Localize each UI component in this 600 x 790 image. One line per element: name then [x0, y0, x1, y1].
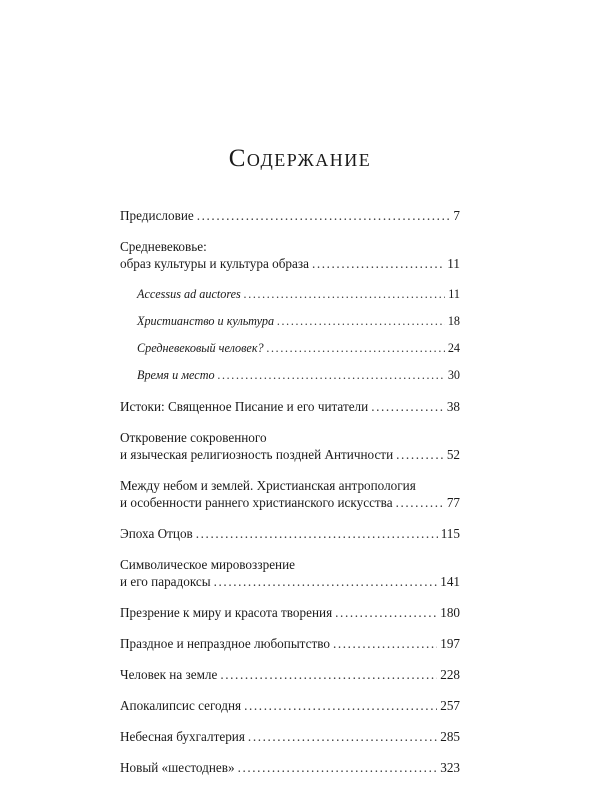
dot-leader	[197, 207, 451, 224]
toc-entry-title: Праздное и непраздное любопытство	[120, 636, 330, 651]
toc-entry[interactable]	[120, 604, 460, 621]
toc-subentry-title: Время и место	[137, 368, 215, 382]
toc-page-number: 323	[440, 760, 460, 775]
toc-page-number: 141	[440, 574, 460, 589]
toc-subentry-title: Христианство и культура	[137, 314, 275, 328]
toc-entry-title: Презрение к миру и красота творения	[120, 605, 333, 620]
dot-leader	[244, 697, 437, 714]
toc-entry-title: и его парадоксы	[120, 574, 211, 589]
toc-entry[interactable]	[120, 728, 460, 745]
toc-subentry[interactable]	[120, 340, 460, 357]
dot-leader	[335, 604, 437, 621]
toc-entry[interactable]	[120, 759, 460, 776]
toc-entry-title-line1: Между небом и землей. Христианская антропология	[120, 478, 416, 493]
toc-entry[interactable]	[120, 429, 460, 463]
table-of-contents	[120, 207, 460, 790]
dot-leader	[220, 666, 437, 683]
dot-leader	[371, 398, 444, 415]
toc-subentry-title: Accessus ad auctores	[137, 287, 241, 301]
toc-entry-title: образ культуры и культура образа	[120, 256, 309, 271]
toc-subentry[interactable]	[120, 313, 460, 330]
toc-page-number: 180	[440, 605, 460, 620]
toc-entry[interactable]	[120, 666, 460, 683]
toc-page-number: 30	[447, 368, 460, 382]
toc-entry-title: Небесная бухгалтерия	[120, 729, 245, 744]
toc-page-number: 11	[448, 287, 460, 301]
toc-entry-title-line1: Символическое мировоззрение	[120, 557, 296, 572]
toc-page-number: 115	[440, 526, 460, 541]
toc-page-number: 197	[440, 636, 460, 651]
toc-entry-title: Апокалипсис сегодня	[120, 698, 242, 713]
dot-leader	[312, 255, 444, 272]
toc-entry[interactable]	[120, 635, 460, 652]
toc-entry[interactable]	[120, 207, 460, 224]
toc-page-number: 77	[446, 495, 460, 510]
toc-page-number: 257	[440, 698, 460, 713]
dot-leader	[248, 728, 437, 745]
toc-entry-title: Предисловие	[120, 208, 194, 223]
toc-entry-title-line1: Откровение сокровенного	[120, 430, 267, 445]
toc-entry[interactable]	[120, 556, 460, 590]
dot-leader	[396, 446, 444, 463]
toc-subentry[interactable]	[120, 286, 460, 303]
toc-page-number: 7	[453, 208, 460, 223]
toc-page-number: 228	[440, 667, 460, 682]
toc-page-number: 11	[447, 256, 460, 271]
dot-leader	[277, 313, 445, 330]
toc-page-number: 18	[447, 314, 460, 328]
toc-entry[interactable]	[120, 697, 460, 714]
dot-leader	[396, 494, 444, 511]
toc-entry[interactable]	[120, 398, 460, 415]
toc-entry-title: и особенности раннего христианского искусства	[120, 495, 393, 510]
toc-entry-title: Эпоха Отцов	[120, 526, 193, 541]
dot-leader	[267, 340, 445, 357]
toc-page-number: 285	[440, 729, 460, 744]
toc-entry-title: Новый «шестоднев»	[120, 760, 235, 775]
dot-leader	[238, 759, 438, 776]
toc-entry-title: Истоки: Священное Писание и его читатели	[120, 399, 369, 414]
dot-leader	[218, 367, 445, 384]
toc-entry[interactable]	[120, 238, 460, 272]
toc-entry-title-line1: Средневековье:	[120, 239, 207, 254]
toc-subentry[interactable]	[120, 367, 460, 384]
page-title: Содержание	[228, 145, 372, 172]
toc-page-number: 52	[446, 447, 460, 462]
toc-entry-title: Человек на земле	[120, 667, 218, 682]
dot-leader	[196, 525, 438, 542]
dot-leader	[333, 635, 437, 652]
toc-entry[interactable]	[120, 525, 460, 542]
toc-subentry-title: Средневековый человек?	[137, 341, 264, 355]
dot-leader	[244, 286, 445, 303]
toc-page-number: 24	[447, 341, 460, 355]
dot-leader	[214, 573, 438, 590]
toc-entry[interactable]	[120, 477, 460, 511]
toc-page-number: 38	[446, 399, 460, 414]
toc-entry-title: и языческая религиозность поздней Античности	[120, 447, 394, 462]
